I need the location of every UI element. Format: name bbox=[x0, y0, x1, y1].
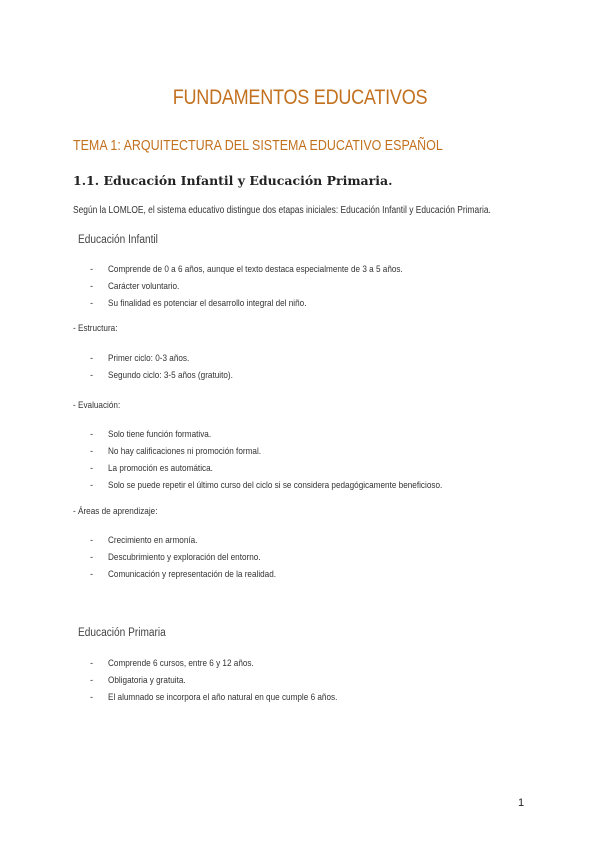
bullet-dash: - bbox=[90, 463, 94, 474]
bullet-dash: - bbox=[90, 370, 94, 381]
intro-paragraph: Según la LOMLOE, el sistema educativo distingue dos etapas iniciales: Educación Infantil y Educación Primaria. bbox=[73, 205, 491, 216]
bullet-dash: - bbox=[90, 429, 94, 440]
infantil-heading: Educación Infantil bbox=[78, 234, 158, 246]
section-subtitle: 1.1. Educación Infantil y Educación Primaria. bbox=[73, 173, 393, 188]
bullet-dash: - bbox=[90, 552, 94, 563]
bullet-dash: - bbox=[90, 692, 94, 703]
bullet-dash: - bbox=[90, 569, 94, 580]
document-title: FUNDAMENTOS EDUCATIVOS bbox=[172, 86, 428, 109]
bullet-dash: - bbox=[90, 298, 94, 309]
bullet-dash: - bbox=[90, 535, 94, 546]
topic-heading: TEMA 1: ARQUITECTURA DEL SISTEMA EDUCATIVO ESPAÑOL bbox=[73, 138, 443, 154]
areas-label: - Áreas de aprendizaje: bbox=[73, 506, 158, 517]
bullet-dash: - bbox=[90, 281, 94, 292]
bullet-dash: - bbox=[90, 480, 94, 491]
bullet-dash: - bbox=[90, 353, 94, 364]
estructura-label: - Estructura: bbox=[73, 323, 118, 334]
evaluacion-label: - Evaluación: bbox=[73, 400, 121, 411]
bullet-dash: - bbox=[90, 446, 94, 457]
bullet-dash: - bbox=[90, 675, 94, 686]
primaria-heading: Educación Primaria bbox=[78, 627, 166, 639]
bullet-dash: - bbox=[90, 658, 94, 669]
page-number: 1 bbox=[518, 797, 525, 809]
bullet-dash: - bbox=[90, 264, 94, 275]
